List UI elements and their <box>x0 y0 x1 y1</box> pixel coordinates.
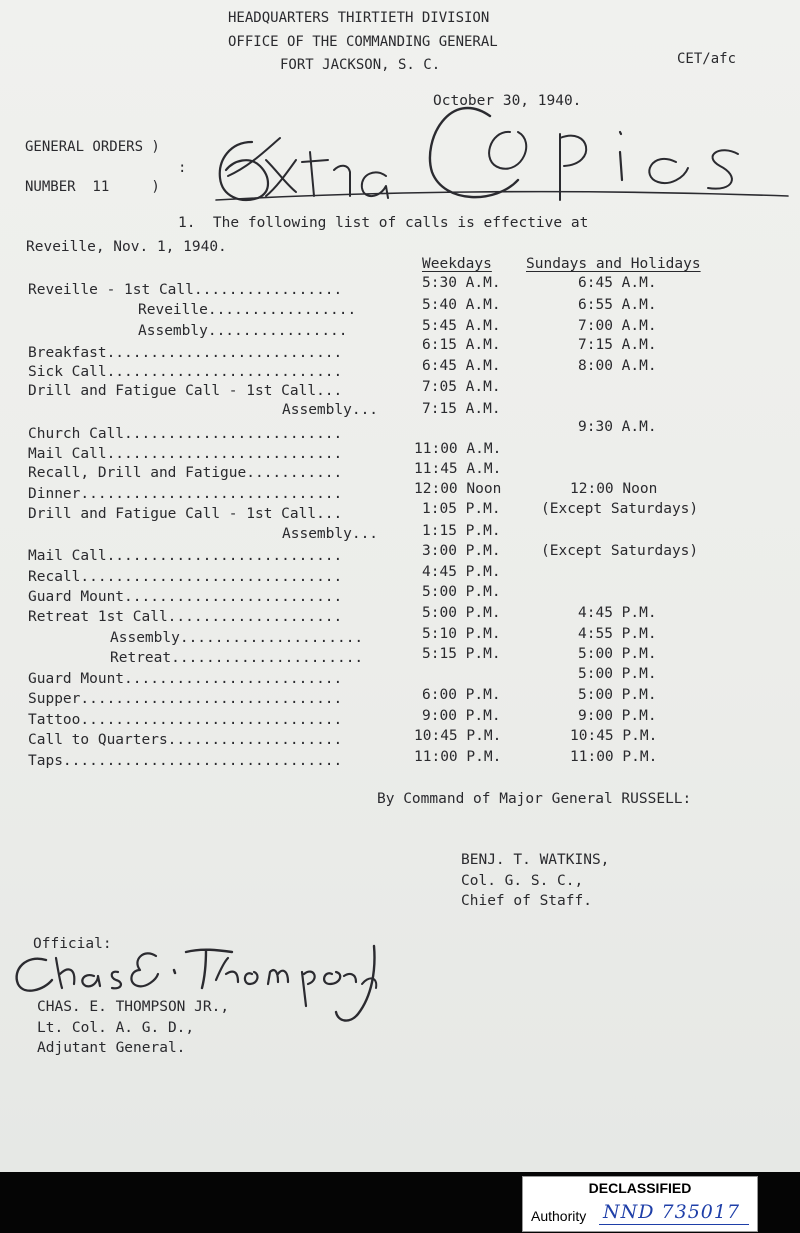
weekday-time: 5:45 A.M. <box>422 318 501 334</box>
general-orders-label: GENERAL ORDERS ) <box>25 139 160 155</box>
order-date: October 30, 1940. <box>433 93 582 109</box>
call-label: Supper.............................. <box>28 691 343 707</box>
weekday-time: 5:40 A.M. <box>422 297 501 313</box>
sunday-time: 8:00 A.M. <box>578 358 657 374</box>
sunday-time: 11:00 P.M. <box>570 749 658 765</box>
call-label: Dinner.............................. <box>28 486 343 502</box>
call-label: Church Call......................... <box>28 426 343 442</box>
sunday-time: 7:15 A.M. <box>578 337 657 353</box>
call-label: Guard Mount......................... <box>28 589 343 605</box>
call-label: Assembly................ <box>138 323 348 339</box>
sunday-time: 6:45 A.M. <box>578 275 657 291</box>
weekday-time: 6:45 A.M. <box>422 358 501 374</box>
call-label: Breakfast........................... <box>28 345 343 361</box>
weekday-time: 4:45 P.M. <box>422 564 501 580</box>
call-label: Guard Mount......................... <box>28 671 343 687</box>
call-label: Retreat...................... <box>110 650 364 666</box>
adjutant-name: CHAS. E. THOMPSON JR., <box>37 999 230 1015</box>
call-label: Mail Call........................... <box>28 548 343 564</box>
weekday-time: 7:15 A.M. <box>422 401 501 417</box>
call-label: Reveille - 1st Call................. <box>28 282 343 298</box>
weekday-time: 5:00 P.M. <box>422 584 501 600</box>
authority-label: Authority <box>531 1208 587 1224</box>
call-label: Call to Quarters.................... <box>28 732 343 748</box>
weekday-time: 5:00 P.M. <box>422 605 501 621</box>
official-label: Official: <box>33 936 112 952</box>
weekday-time: 5:10 P.M. <box>422 626 501 642</box>
weekday-time: 5:30 A.M. <box>422 275 501 291</box>
call-label: Recall.............................. <box>28 569 343 585</box>
sunday-time: 5:00 P.M. <box>578 646 657 662</box>
call-label: Assembly... <box>282 526 379 542</box>
call-label: Assembly... <box>282 402 379 418</box>
weekday-time: 3:00 P.M. <box>422 543 501 559</box>
sunday-time: 4:45 P.M. <box>578 605 657 621</box>
weekday-time: 1:05 P.M. <box>422 501 501 517</box>
intro-line-1: 1. The following list of calls is effective at <box>178 215 589 231</box>
call-label: Taps................................ <box>28 753 343 769</box>
call-label: Recall, Drill and Fatigue........... <box>28 465 343 481</box>
weekday-time: 11:45 A.M. <box>414 461 502 477</box>
call-label: Reveille................. <box>138 302 357 318</box>
intro-line-2: Reveille, Nov. 1, 1940. <box>26 239 227 255</box>
sunday-time: 5:00 P.M. <box>578 666 657 682</box>
weekday-time: 6:15 A.M. <box>422 337 501 353</box>
header-line-3: FORT JACKSON, S. C. <box>280 57 441 73</box>
chief-of-staff-rank: Col. G. S. C., <box>461 873 584 889</box>
sunday-note: (Except Saturdays) <box>541 543 699 559</box>
call-label: Retreat 1st Call.................... <box>28 609 343 625</box>
order-colon: : <box>178 160 187 176</box>
sunday-note: (Except Saturdays) <box>541 501 699 517</box>
sunday-time: 12:00 Noon <box>570 481 658 497</box>
call-label: Assembly..................... <box>110 630 364 646</box>
call-label: Drill and Fatigue Call - 1st Call... <box>28 383 343 399</box>
weekday-time: 1:15 P.M. <box>422 523 501 539</box>
weekday-time: 5:15 P.M. <box>422 646 501 662</box>
weekday-time: 11:00 A.M. <box>414 441 502 457</box>
weekday-time: 6:00 P.M. <box>422 687 501 703</box>
weekday-time: 10:45 P.M. <box>414 728 502 744</box>
order-number-label: NUMBER 11 ) <box>25 179 160 195</box>
weekday-time: 7:05 A.M. <box>422 379 501 395</box>
adjutant-title: Adjutant General. <box>37 1040 186 1056</box>
command-line: By Command of Major General RUSSELL: <box>377 791 692 807</box>
authority-value: NND 735017 <box>603 1201 741 1223</box>
declassified-title: DECLASSIFIED <box>588 1180 692 1196</box>
sunday-time: 5:00 P.M. <box>578 687 657 703</box>
sunday-time: 4:55 P.M. <box>578 626 657 642</box>
call-label: Mail Call........................... <box>28 446 343 462</box>
weekday-time: 11:00 P.M. <box>414 749 502 765</box>
weekdays-header: Weekdays <box>422 256 492 272</box>
weekday-time: 9:00 P.M. <box>422 708 501 724</box>
handwritten-signature <box>6 940 396 1030</box>
call-label: Drill and Fatigue Call - 1st Call... <box>28 506 343 522</box>
sunday-time: 7:00 A.M. <box>578 318 657 334</box>
declassified-stamp <box>522 1176 758 1232</box>
chief-of-staff-title: Chief of Staff. <box>461 893 592 909</box>
reference-code: CET/afc <box>677 51 737 67</box>
sunday-time: 10:45 P.M. <box>570 728 658 744</box>
adjutant-rank: Lt. Col. A. G. D., <box>37 1020 195 1036</box>
call-label: Sick Call........................... <box>28 364 343 380</box>
header-line-1: HEADQUARTERS THIRTIETH DIVISION <box>228 10 490 26</box>
weekday-time: 12:00 Noon <box>414 481 502 497</box>
sunday-time: 9:30 A.M. <box>578 419 657 435</box>
chief-of-staff-name: BENJ. T. WATKINS, <box>461 852 610 868</box>
sundays-holidays-header: Sundays and Holidays <box>526 256 701 272</box>
call-label: Tattoo.............................. <box>28 712 343 728</box>
sunday-time: 6:55 A.M. <box>578 297 657 313</box>
authority-underline <box>599 1224 749 1225</box>
sunday-time: 9:00 P.M. <box>578 708 657 724</box>
header-line-2: OFFICE OF THE COMMANDING GENERAL <box>228 34 498 50</box>
